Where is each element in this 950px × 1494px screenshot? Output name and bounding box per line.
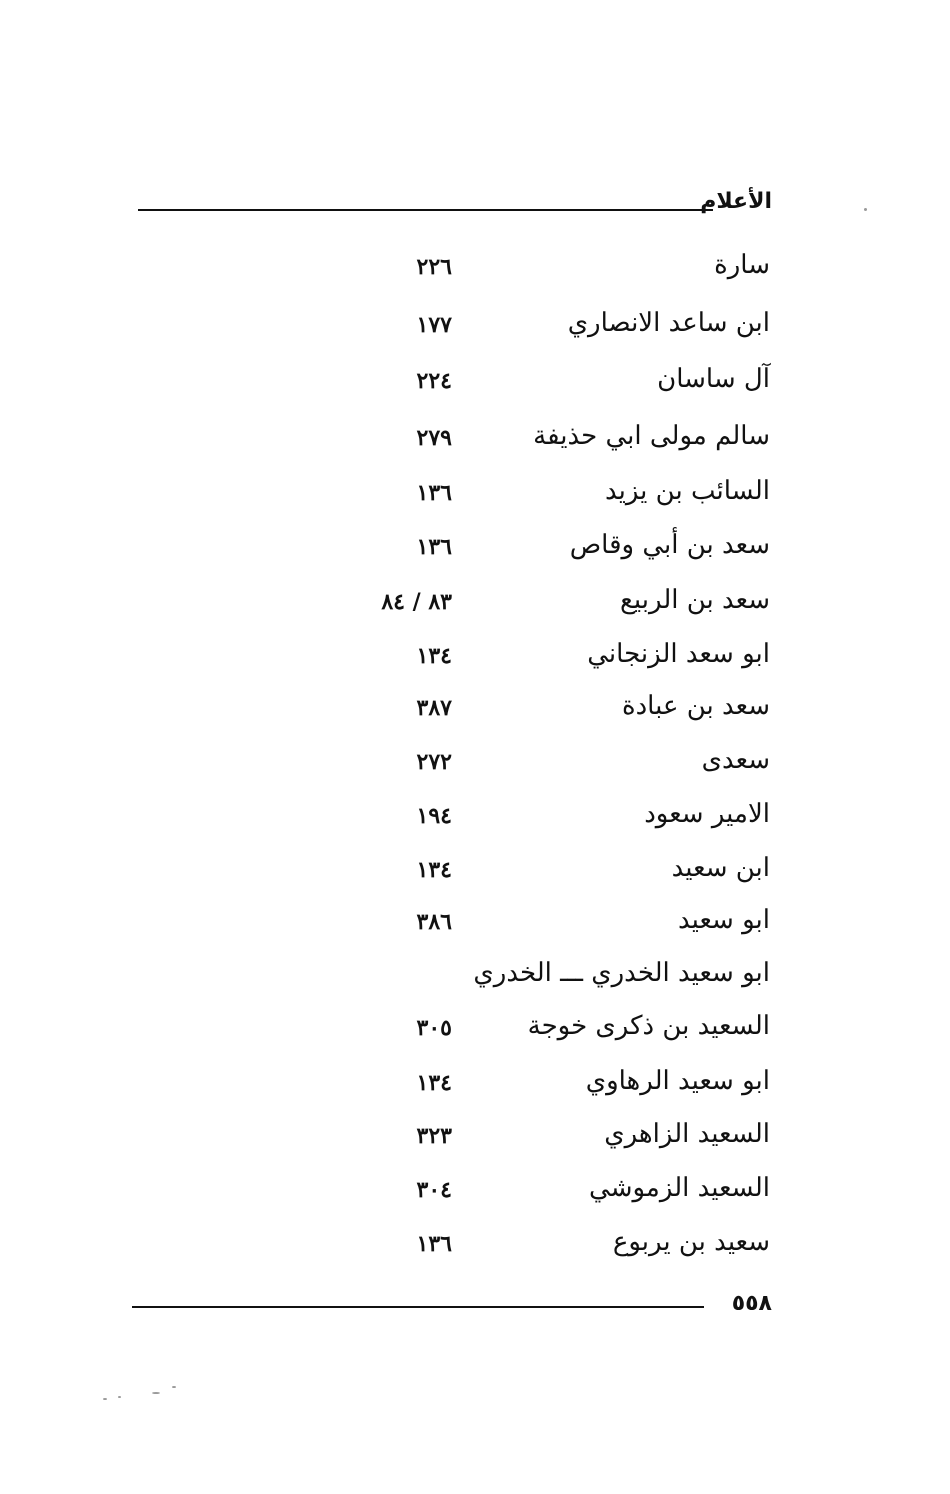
index-entry xyxy=(0,1222,950,1276)
entry-name: سعدى xyxy=(701,745,770,775)
index-entry xyxy=(0,471,950,525)
entry-name: آل ساسان xyxy=(657,364,770,394)
entry-page-ref: ٨٣ / ٨٤ xyxy=(381,589,452,615)
index-entry xyxy=(0,848,950,902)
entry-page-ref: ١٣٤ xyxy=(416,1070,452,1096)
index-entry xyxy=(0,359,950,413)
scan-speck xyxy=(103,1398,107,1400)
entry-name: سارة xyxy=(714,250,770,280)
entry-page-ref: ١٣٤ xyxy=(416,643,452,669)
entry-page-ref: ١٧٧ xyxy=(416,312,452,338)
page-number: ٥٥٨ xyxy=(731,1291,772,1316)
entry-name: ابن ساعد الانصاري xyxy=(567,308,770,338)
entry-page-ref: ٢٧٢ xyxy=(416,749,452,775)
entry-page-ref: ٢٢٤ xyxy=(416,368,452,394)
index-entry xyxy=(0,1114,950,1168)
entry-name: ابو سعد الزنجاني xyxy=(587,639,770,669)
index-entry xyxy=(0,900,950,954)
entry-name: السعيد بن ذكرى خوجة xyxy=(527,1011,770,1041)
index-entry xyxy=(0,416,950,470)
index-entry xyxy=(0,525,950,579)
entry-name: سعيد بن يربوع xyxy=(612,1227,770,1257)
entry-page-ref: ١٣٦ xyxy=(416,480,452,506)
index-entry xyxy=(0,1061,950,1115)
entry-page-ref: ١٣٤ xyxy=(416,857,452,883)
entry-page-ref: ٢٧٩ xyxy=(416,425,452,451)
index-entry xyxy=(0,303,950,357)
entry-page-ref: ١٣٦ xyxy=(416,534,452,560)
index-entry xyxy=(0,686,950,740)
entry-page-ref: ٣٨٧ xyxy=(416,695,452,721)
entry-name: سعد بن عبادة xyxy=(621,691,770,721)
footer-rule xyxy=(132,1306,704,1308)
entry-page-ref: ١٩٤ xyxy=(416,803,452,829)
scan-speck xyxy=(864,208,867,211)
entry-name: ابن سعيد xyxy=(671,853,770,883)
entry-page-ref: ٣٠٤ xyxy=(416,1177,452,1203)
index-entry xyxy=(0,794,950,848)
entry-name: السائب بن يزيد xyxy=(604,476,770,506)
entry-name: الامير سعود xyxy=(644,799,770,829)
entry-page-ref: ٣٠٥ xyxy=(416,1015,452,1041)
index-entry xyxy=(0,740,950,794)
index-entry xyxy=(0,1168,950,1222)
entry-name: ابو سعيد xyxy=(678,905,770,935)
scan-speck xyxy=(118,1396,121,1398)
index-entry xyxy=(0,580,950,634)
index-entry xyxy=(0,634,950,688)
entry-name: ابو سعيد الخدري ـــ الخدري xyxy=(473,958,770,988)
entry-name: سالم مولى ابي حذيفة xyxy=(533,421,770,451)
index-entry xyxy=(0,953,950,1007)
entry-name: السعيد الزاهري xyxy=(604,1119,770,1149)
entry-page-ref: ٣٢٣ xyxy=(416,1123,452,1149)
index-entry xyxy=(0,1006,950,1060)
index-entry xyxy=(0,245,950,299)
entry-name: سعد بن الربيع xyxy=(620,585,770,615)
running-header-title: الأعلام xyxy=(700,189,772,214)
entry-name: سعد بن أبي وقاص xyxy=(569,530,770,560)
entry-name: السعيد الزموشي xyxy=(589,1173,770,1203)
scan-speck xyxy=(172,1386,176,1388)
entry-name: ابو سعيد الرهاوي xyxy=(585,1066,770,1096)
scan-speck xyxy=(152,1392,160,1394)
entry-page-ref: ٢٢٦ xyxy=(416,254,452,280)
entry-page-ref: ٣٨٦ xyxy=(416,909,452,935)
entry-page-ref: ١٣٦ xyxy=(416,1231,452,1257)
